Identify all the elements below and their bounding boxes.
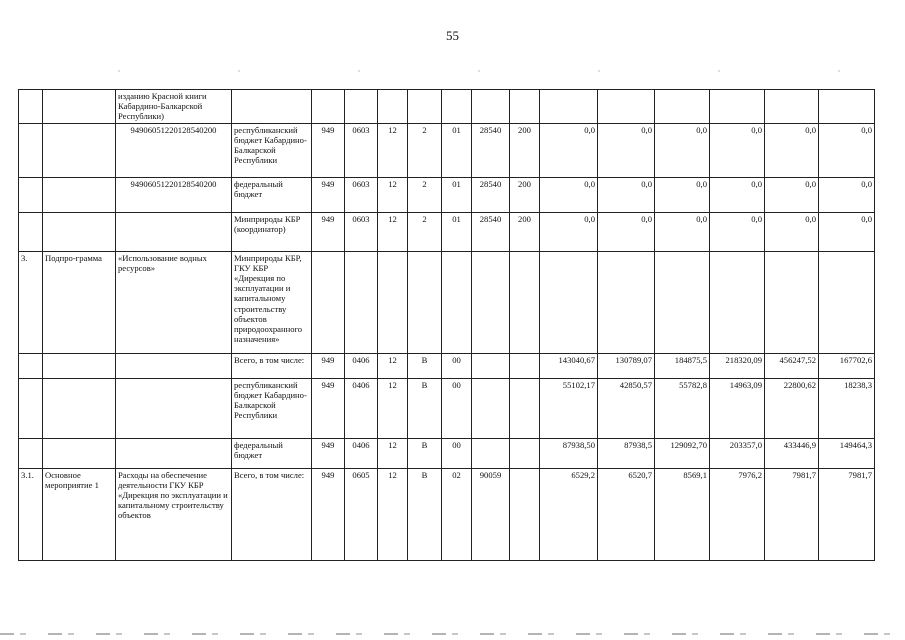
cell-status: Подпро-грамма xyxy=(43,251,116,353)
cell-no: 3.1. xyxy=(19,468,43,560)
cell-grbs: 949 xyxy=(312,468,345,560)
cell-status xyxy=(43,123,116,177)
cell-year-3: 55782,8 xyxy=(655,378,710,438)
cell-name: «Использование водных ресурсов» xyxy=(116,251,232,353)
cell-om: 01 xyxy=(442,123,472,177)
cell-grbs: 949 xyxy=(312,123,345,177)
cell-year-2: 0,0 xyxy=(598,123,655,177)
cell-rz: 0406 xyxy=(345,378,378,438)
cell-no xyxy=(19,177,43,212)
cell-gp: 12 xyxy=(378,378,408,438)
cell-year-5: 433446,9 xyxy=(765,438,819,468)
table-row xyxy=(19,212,875,251)
cell-grbs: 949 xyxy=(312,438,345,468)
table-row xyxy=(19,90,875,124)
cell-no xyxy=(19,438,43,468)
cell-year-6: 18238,3 xyxy=(819,378,875,438)
cell-om: 00 xyxy=(442,438,472,468)
cell-direction xyxy=(472,438,510,468)
cell-year-5: 0,0 xyxy=(765,123,819,177)
cell-year-3: 0,0 xyxy=(655,123,710,177)
cell-vr: 200 xyxy=(510,177,540,212)
cell-grbs: 949 xyxy=(312,378,345,438)
cell-source: республиканский бюджет Кабардино-Балкарской Республики xyxy=(232,378,312,438)
cell-year-1 xyxy=(540,90,598,124)
cell-year-4: 0,0 xyxy=(710,177,765,212)
cell-rz: 0605 xyxy=(345,468,378,560)
cell-year-4: 0,0 xyxy=(710,212,765,251)
cell-vr xyxy=(510,251,540,353)
cell-year-3 xyxy=(655,90,710,124)
cell-year-5: 0,0 xyxy=(765,177,819,212)
cell-year-1: 0,0 xyxy=(540,177,598,212)
cell-grbs: 949 xyxy=(312,212,345,251)
cell-year-2: 0,0 xyxy=(598,177,655,212)
cell-vr: 200 xyxy=(510,123,540,177)
cell-pgp: 2 xyxy=(408,212,442,251)
cell-year-5: 7981,7 xyxy=(765,468,819,560)
cell-year-3: 184875,5 xyxy=(655,353,710,378)
cell-gp: 12 xyxy=(378,438,408,468)
cell-status xyxy=(43,438,116,468)
cell-pgp: В xyxy=(408,438,442,468)
cell-year-1: 87938,50 xyxy=(540,438,598,468)
cell-year-4: 14963,09 xyxy=(710,378,765,438)
cell-year-6: 0,0 xyxy=(819,177,875,212)
cell-year-2: 0,0 xyxy=(598,212,655,251)
cell-no xyxy=(19,212,43,251)
cell-year-2: 87938,5 xyxy=(598,438,655,468)
cell-vr xyxy=(510,378,540,438)
cell-status: Основное мероприятие 1 xyxy=(43,468,116,560)
cell-year-6: 149464,3 xyxy=(819,438,875,468)
cell-direction: 28540 xyxy=(472,177,510,212)
cell-vr: 200 xyxy=(510,212,540,251)
cell-year-4: 0,0 xyxy=(710,123,765,177)
cell-direction xyxy=(472,353,510,378)
cell-source: республиканский бюджет Кабардино-Балкарской Республики xyxy=(232,123,312,177)
cell-year-3: 0,0 xyxy=(655,177,710,212)
cell-gp: 12 xyxy=(378,353,408,378)
cell-status xyxy=(43,212,116,251)
cell-year-2 xyxy=(598,251,655,353)
cell-source: Всего, в том числе: xyxy=(232,468,312,560)
cell-year-3 xyxy=(655,251,710,353)
scan-artifact-top xyxy=(0,70,905,72)
cell-gp: 12 xyxy=(378,123,408,177)
cell-pgp xyxy=(408,90,442,124)
cell-vr xyxy=(510,468,540,560)
cell-pgp: В xyxy=(408,378,442,438)
cell-source: федеральный бюджет xyxy=(232,177,312,212)
cell-year-2: 130789,07 xyxy=(598,353,655,378)
cell-pgp: 2 xyxy=(408,177,442,212)
cell-gp: 12 xyxy=(378,468,408,560)
cell-pgp: В xyxy=(408,468,442,560)
cell-year-2: 6520,7 xyxy=(598,468,655,560)
cell-source xyxy=(232,90,312,124)
cell-direction: 90059 xyxy=(472,468,510,560)
table-row xyxy=(19,123,875,177)
cell-year-4: 7976,2 xyxy=(710,468,765,560)
cell-no xyxy=(19,353,43,378)
cell-no xyxy=(19,378,43,438)
cell-direction xyxy=(472,378,510,438)
cell-year-2 xyxy=(598,90,655,124)
cell-year-1: 143040,67 xyxy=(540,353,598,378)
cell-om: 01 xyxy=(442,212,472,251)
cell-direction: 28540 xyxy=(472,212,510,251)
cell-direction xyxy=(472,90,510,124)
cell-pgp: 2 xyxy=(408,123,442,177)
cell-no xyxy=(19,90,43,124)
cell-gp xyxy=(378,251,408,353)
cell-om: 00 xyxy=(442,353,472,378)
cell-grbs: 949 xyxy=(312,353,345,378)
cell-year-1: 6529,2 xyxy=(540,468,598,560)
cell-gp xyxy=(378,90,408,124)
cell-status xyxy=(43,353,116,378)
cell-name xyxy=(116,378,232,438)
cell-direction xyxy=(472,251,510,353)
cell-year-6: 167702,6 xyxy=(819,353,875,378)
cell-year-5: 22800,62 xyxy=(765,378,819,438)
cell-om xyxy=(442,90,472,124)
cell-name xyxy=(116,353,232,378)
cell-name: Расходы на обеспечение деятельности ГКУ КБР «Дирекция по эксплуатации и капитальному строительству объектов xyxy=(116,468,232,560)
cell-no xyxy=(19,123,43,177)
cell-source: Минприроды КБР, ГКУ КБР «Дирекция по эксплуатации и капитальному строительству объектов природоохранного назначения» xyxy=(232,251,312,353)
cell-grbs xyxy=(312,251,345,353)
scan-artifact-bottom xyxy=(0,633,905,635)
cell-name: 94906051220128540200 xyxy=(116,177,232,212)
cell-year-6 xyxy=(819,90,875,124)
cell-status xyxy=(43,90,116,124)
table-row xyxy=(19,177,875,212)
cell-year-5 xyxy=(765,90,819,124)
cell-grbs xyxy=(312,90,345,124)
cell-pgp xyxy=(408,251,442,353)
cell-year-4 xyxy=(710,90,765,124)
cell-rz xyxy=(345,251,378,353)
cell-direction: 28540 xyxy=(472,123,510,177)
cell-year-5 xyxy=(765,251,819,353)
cell-name xyxy=(116,438,232,468)
cell-rz: 0603 xyxy=(345,212,378,251)
cell-source: Всего, в том числе: xyxy=(232,353,312,378)
cell-year-4: 203357,0 xyxy=(710,438,765,468)
cell-year-2: 42850,57 xyxy=(598,378,655,438)
table-row xyxy=(19,468,875,560)
page-number: 55 xyxy=(446,28,459,43)
table-row xyxy=(19,251,875,353)
cell-year-3: 8569,1 xyxy=(655,468,710,560)
cell-year-6: 0,0 xyxy=(819,212,875,251)
cell-year-6: 7981,7 xyxy=(819,468,875,560)
cell-source: Минприроды КБР (координатор) xyxy=(232,212,312,251)
cell-gp: 12 xyxy=(378,177,408,212)
cell-vr xyxy=(510,90,540,124)
cell-rz: 0406 xyxy=(345,353,378,378)
cell-vr xyxy=(510,353,540,378)
cell-year-3: 0,0 xyxy=(655,212,710,251)
cell-rz: 0603 xyxy=(345,177,378,212)
cell-rz xyxy=(345,90,378,124)
cell-pgp: В xyxy=(408,353,442,378)
cell-rz: 0603 xyxy=(345,123,378,177)
cell-year-3: 129092,70 xyxy=(655,438,710,468)
cell-year-4 xyxy=(710,251,765,353)
table-row xyxy=(19,438,875,468)
cell-year-1: 55102,17 xyxy=(540,378,598,438)
cell-om xyxy=(442,251,472,353)
table-row xyxy=(19,353,875,378)
cell-year-6: 0,0 xyxy=(819,123,875,177)
cell-om: 00 xyxy=(442,378,472,438)
cell-name: 94906051220128540200 xyxy=(116,123,232,177)
cell-source: федеральный бюджет xyxy=(232,438,312,468)
cell-year-1: 0,0 xyxy=(540,212,598,251)
cell-year-5: 0,0 xyxy=(765,212,819,251)
budget-table xyxy=(18,89,875,561)
cell-status xyxy=(43,378,116,438)
cell-om: 01 xyxy=(442,177,472,212)
cell-rz: 0406 xyxy=(345,438,378,468)
cell-year-1 xyxy=(540,251,598,353)
cell-gp: 12 xyxy=(378,212,408,251)
table-row xyxy=(19,378,875,438)
cell-om: 02 xyxy=(442,468,472,560)
cell-name: изданию Красной книги Кабардино-Балкарской Республики) xyxy=(116,90,232,124)
cell-no: 3. xyxy=(19,251,43,353)
cell-vr xyxy=(510,438,540,468)
cell-year-5: 456247,52 xyxy=(765,353,819,378)
cell-status xyxy=(43,177,116,212)
cell-name xyxy=(116,212,232,251)
cell-year-4: 218320,09 xyxy=(710,353,765,378)
cell-year-1: 0,0 xyxy=(540,123,598,177)
cell-grbs: 949 xyxy=(312,177,345,212)
cell-year-6 xyxy=(819,251,875,353)
